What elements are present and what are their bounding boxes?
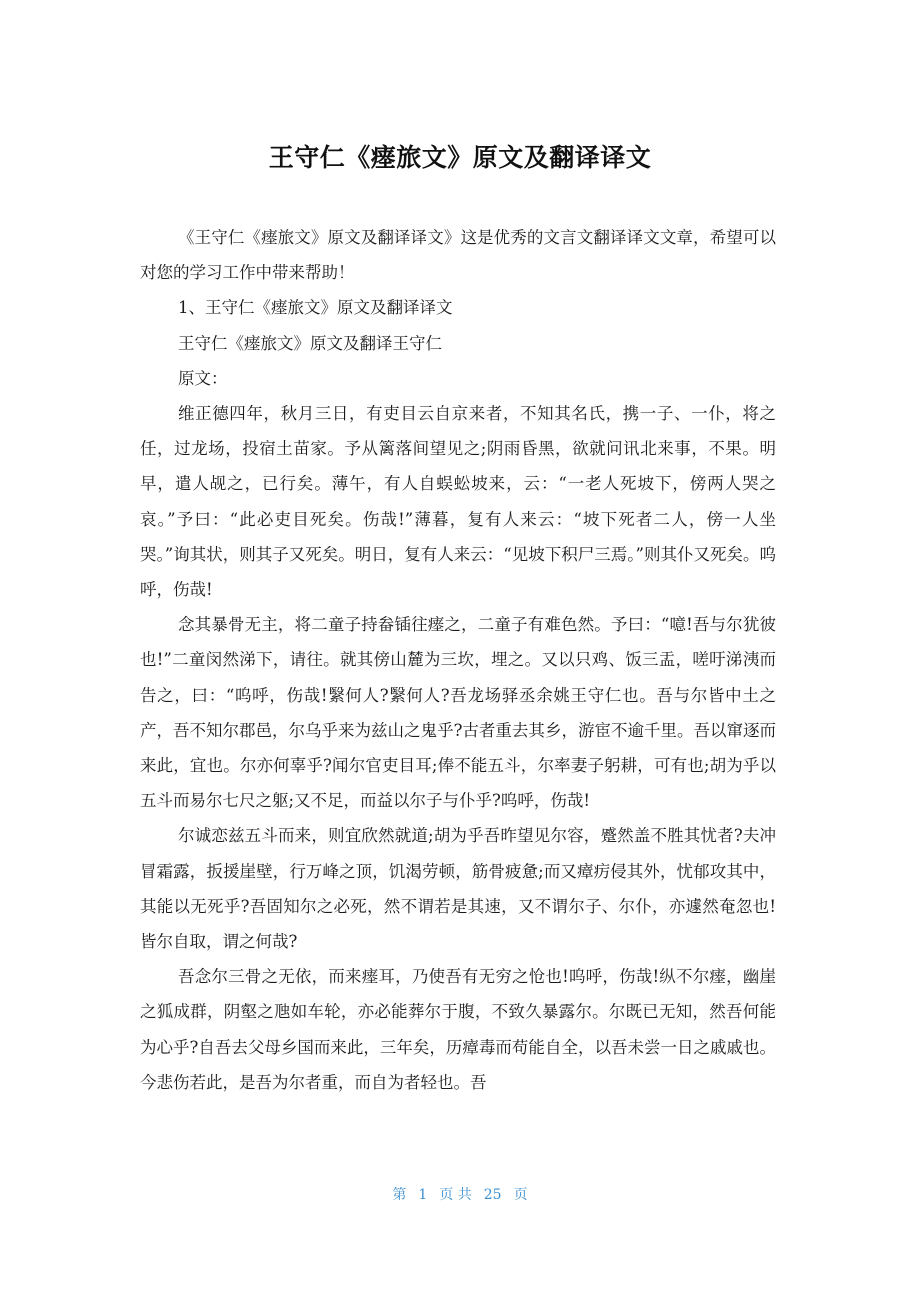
intro-paragraph: 《王守仁《瘗旅文》原文及翻译译文》这是优秀的文言文翻译译文文章，希望可以对您的学习工作中带来帮助！ bbox=[140, 228, 776, 283]
body-paragraph: 尔诚恋兹五斗而来，则宜欣然就道;胡为乎吾昨望见尔容，蹙然盖不胜其忧者?夫冲冒霜露，扳援崖壁，行万峰之顶，饥渴劳顿，筋骨疲惫;而又瘴疠侵其外，忧郁攻其中，其能以无死乎?吾固知尔之必死，然不谓若是其速，又不谓尔子、尔仆，亦遽然奄忽也!皆尔自取，谓之何哉? bbox=[140, 826, 776, 952]
document-body bbox=[140, 220, 776, 1100]
body-paragraph: 维正德四年，秋月三日，有吏目云自京来者，不知其名氏，携一子、一仆，将之任，过龙场，投宿土苗家。予从篱落间望见之;阴雨昏黑，欲就问讯北来事，不果。明早，遣人觇之，已行矣。薄午，有人自蜈蚣坡来，云：“一老人死坡下，傍两人哭之哀。”予曰：“此必吏目死矣。伤哉!”薄暮，复有人来云：“坡下死者二人，傍一人坐哭。”询其状，则其子又死矣。明日，复有人来云：“见坡下积尸三焉。”则其仆又死矣。呜呼，伤哉! bbox=[140, 404, 776, 600]
subtitle-line: 王守仁《瘗旅文》原文及翻译王守仁 bbox=[178, 333, 442, 353]
footer-label-page: 第 bbox=[392, 1187, 407, 1203]
body-paragraph: 念其暴骨无主，将二童子持畚锸往瘗之，二童子有难色然。予曰：“噫!吾与尔犹彼也!”二童闵然涕下，请往。就其傍山麓为三坎，埋之。又以只鸡、饭三盂，嗟吁涕洟而告之，曰：“呜呼，伤哉!繄何人?繄何人?吾龙场驿丞余姚王守仁也。吾与尔皆中土之产，吾不知尔郡邑，尔乌乎来为兹山之鬼乎?古者重去其乡，游宦不逾千里。吾以窜逐而来此，宜也。尔亦何辜乎?闻尔官吏目耳;俸不能五斗，尔率妻子躬耕，可有也;胡为乎以五斗而易尔七尺之躯;又不足，而益以尔子与仆乎?呜呼，伤哉! bbox=[140, 615, 776, 811]
document-title: 王守仁《瘗旅文》原文及翻译译文 bbox=[268, 143, 652, 172]
page-footer bbox=[0, 1184, 920, 1204]
body-paragraph: 吾念尔三骨之无依，而来瘗耳，乃使吾有无穷之怆也!呜呼，伤哉!纵不尔瘗，幽崖之狐成群，阴壑之虺如车轮，亦必能葬尔于腹，不致久暴露尔。尔既已无知，然吾何能为心乎?自吾去父母乡国而来此，三年矣，历瘴毒而苟能自全，以吾未尝一日之戚戚也。今悲伤若此，是吾为尔者重，而自为者轻也。吾 bbox=[140, 967, 776, 1092]
current-page-number: 1 bbox=[418, 1187, 428, 1203]
original-text-label: 原文： bbox=[178, 368, 228, 388]
total-pages-number: 25 bbox=[483, 1187, 502, 1203]
footer-label-pages: 页 bbox=[513, 1187, 528, 1203]
footer-label-of: 页 共 bbox=[439, 1187, 472, 1203]
section-heading: 1、王守仁《瘗旅文》原文及翻译译文 bbox=[178, 298, 453, 318]
